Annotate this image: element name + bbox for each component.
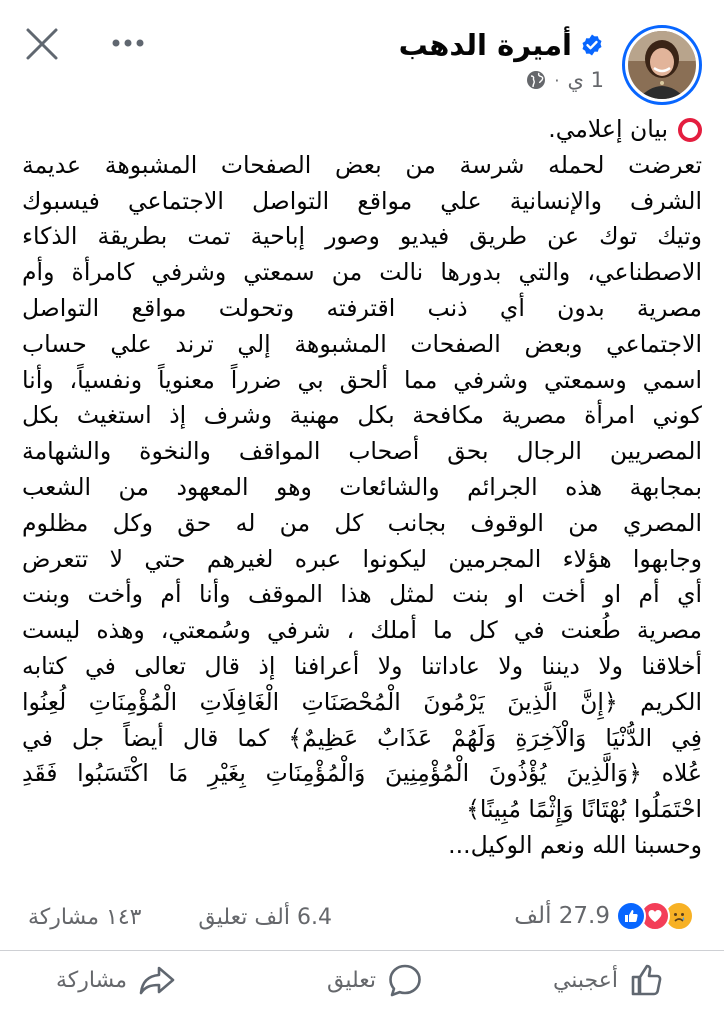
post-line: كوني امرأة مصرية مكافحة بكل مهنية وشرف إذ استغيث بكل bbox=[22, 401, 702, 430]
post-stats bbox=[0, 897, 724, 941]
post-text bbox=[22, 112, 702, 864]
post-header bbox=[0, 0, 724, 112]
post-line: وحسبنا الله ونعم الوكيل... bbox=[448, 830, 702, 859]
post-line: احْتَمَلُوا بُهْتَانًا وَإِثْمًا مُبِينًا﴾ bbox=[466, 795, 702, 824]
post-line: الشرف والإنسانية علي مواقع التواصل الاجتماعي فيسبوك bbox=[22, 186, 702, 215]
share-icon bbox=[137, 961, 177, 999]
author-name[interactable]: أميرة الدهب bbox=[398, 28, 572, 62]
like-button[interactable] bbox=[553, 961, 666, 999]
post-heading-text: بيان إعلامي. bbox=[548, 115, 668, 143]
post-line: عُلاه ﴿وَالَّذِينَ يُؤْذُونَ الْمُؤْمِنِينَ وَالْمُؤْمِنَاتِ بِغَيْرِ مَا اكْتَسَبُوا فَقَدِ bbox=[22, 759, 702, 788]
post-meta bbox=[526, 68, 604, 92]
post-line: الاجتماعي وبعض الصفحات المشبوهة إلي ترند علي حساب bbox=[22, 329, 702, 358]
post-line: مصرية بدون أي ذنب اقترفته وتحولت مواقع التواصل bbox=[22, 293, 702, 322]
post-line: مصرية طُعنت في كل ما أملك ، شرفي وسُمعتي، وهذه ليست bbox=[22, 616, 702, 645]
post-line: الاصطناعي، والتي بدورها نالت من سمعتي وشرفي كامرأة وأم bbox=[22, 258, 702, 287]
post-line: المصري من الوقوف بجانب كل من له حق وكل مظلوم bbox=[22, 508, 702, 537]
post-time[interactable]: 1 ي bbox=[567, 68, 604, 92]
post-line: وتيك توك عن طريق فيديو وصور إباحية تمت بطريقة الذكاء bbox=[22, 222, 702, 251]
action-bar bbox=[0, 950, 724, 1014]
post-line: بمجابهة هذه الجرائم والشائعات وهو المعهود من الشعب bbox=[22, 472, 702, 501]
reactions-count: 27.9 ألف bbox=[514, 903, 610, 929]
post-line: تعرضت لحمله شرسة من بعض الصفحات المشبوهة عديمة bbox=[22, 150, 702, 179]
thumbs-up-icon bbox=[628, 961, 666, 999]
more-options-icon bbox=[108, 28, 148, 58]
reaction-icons bbox=[622, 901, 694, 931]
like-reaction-icon bbox=[616, 901, 646, 931]
comments-count[interactable]: 6.4 ألف تعليق bbox=[198, 905, 332, 930]
reactions-summary[interactable] bbox=[514, 901, 694, 931]
post-line: وجابهوا هؤلاء المجرمين ليكونوا عبره لغيرهم حتي لا تتعرض bbox=[22, 544, 702, 573]
post-line: أي أم او أخت او بنت لمثل هذا الموقف وأنا أم وأخت وبنت bbox=[22, 580, 702, 609]
close-button[interactable] bbox=[24, 26, 60, 62]
post-line: المصريين الرجال بحق أصحاب المواقف والنخوة والشهامة bbox=[22, 437, 702, 466]
post-line: فِي الدُّنْيَا وَالْآخِرَةِ وَلَهُمْ عَذَابٌ عَظِيمٌ﴾ كما قال أيضاً جل في bbox=[22, 723, 702, 752]
avatar[interactable] bbox=[622, 25, 702, 105]
meta-separator: · bbox=[554, 70, 560, 90]
red-circle-icon bbox=[678, 118, 702, 142]
post-line: الكريم ﴿إِنَّ الَّذِينَ يَرْمُونَ الْمُحْصَنَاتِ الْغَافِلَاتِ الْمُؤْمِنَاتِ لُعِنُوا bbox=[22, 687, 702, 716]
like-label: أعجبني bbox=[552, 967, 618, 993]
share-label: مشاركة bbox=[56, 967, 128, 993]
comment-icon bbox=[386, 961, 424, 999]
shares-count[interactable]: ١٤٣ مشاركة bbox=[28, 905, 142, 930]
comment-button[interactable] bbox=[327, 961, 424, 999]
verified-badge-icon bbox=[580, 33, 604, 57]
more-options-button[interactable] bbox=[108, 28, 148, 58]
close-icon bbox=[24, 26, 60, 62]
comment-label: تعليق bbox=[326, 967, 376, 993]
author-row bbox=[399, 28, 604, 62]
author-photo bbox=[628, 31, 696, 99]
post-line: اسمي وسمعتي وشرفي مما ألحق بي ضرراً معنوياً ونفسياً، وأنا bbox=[22, 365, 702, 394]
post-heading bbox=[22, 112, 702, 148]
share-button[interactable] bbox=[56, 961, 177, 999]
globe-icon bbox=[526, 70, 546, 90]
post-line: أخلاقنا ولا ديننا ولا عاداتنا ولا أعرافنا إذ قال تعالى في كتابه bbox=[22, 651, 702, 680]
